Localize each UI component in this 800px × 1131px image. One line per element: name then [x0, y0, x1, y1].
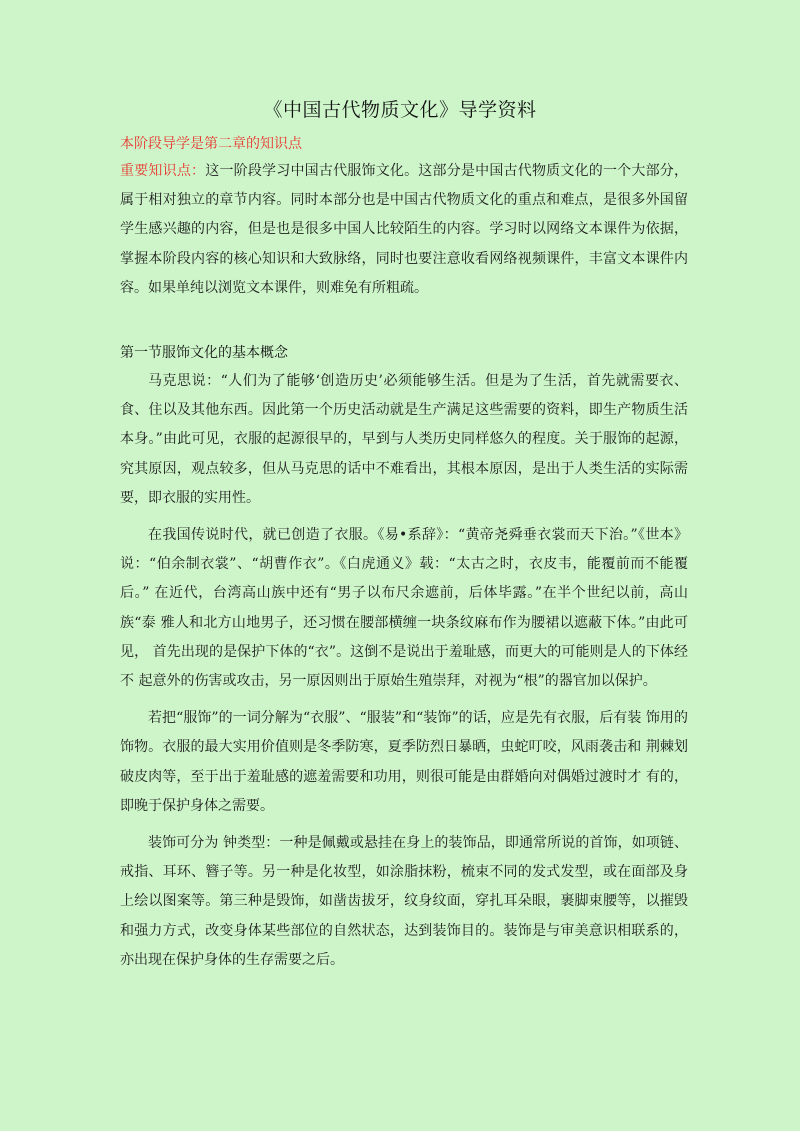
paragraph-4: 装饰可分为 钟类型：一种是佩戴或悬挂在身上的装饰品，即通常所说的首饰，如项链、戒指、耳环、簪子等。另一种是化妆型，如涂脂抹粉，梳束不同的发式发型，或在面部及身上绘以图案等。第三种是毁饰，如凿齿拔牙，纹身纹面，穿扎耳朵眼，裹脚束腰等，以摧毁和强力方式，改变身体某些部位的自然状态，达到装饰目的。装饰是与审美意识相联系的，亦出现在保护身体的生存需要之后。 [120, 835, 688, 968]
paragraph-3: 若把“服饰”的一词分解为“衣服”、“服装”和“装饰”的话，应是先有衣服，后有装 饰用的饰物。衣服的最大实用价值则是冬季防寒，夏季防烈日暴晒，虫蛇叮咬，风雨袭击和 荆棘划破皮肉等，至于出于羞耻感的遮羞需要和功用，则很可能是由群婚向对偶婚过渡时才 有的，即晚于保护身体之需要。 [120, 710, 688, 814]
intro-label: 重要知识点： [120, 163, 206, 179]
document-title: 《中国古代物质文化》导学资料 [263, 99, 537, 121]
intro-paragraph [120, 157, 688, 303]
paragraph-1: 马克思说：“人们为了能够‘创造历史’必须能够生活。但是为了生活，首先就需要衣、 食、住以及其他东西。因此第一个历史活动就是生产满足这些需要的资料，即生产物质生活 本身。”由此可见，衣服的起源很早的，早到与人类历史同样悠久的程度。关于服饰的起源， 究其原因，观点较多，但从马克思的话中不难看出，其根本原因，是出于人类生活的实际需 要，即衣服的实用性。 [120, 373, 688, 506]
intro-text: 这一阶段学习中国古代服饰文化。这部分是中国古代物质文化的一个大部分， 属于相对独立的章节内容。同时本部分也是中国古代物质文化的重点和难点，是很多外国留 学生感兴趣的内容，但是也是很多中国人比较陌生的内容。学习时以网络文本课件为依据， 掌握本阶段内容的核心知识和大致脉络，同时也要注意收看网络视频课件，丰富文本课件内 容。如果单纯以浏览文本课件，则难免有所粗疏。 [120, 163, 689, 296]
document-subtitle: 本阶段导学是第二章的知识点 [120, 136, 302, 152]
section-body [120, 367, 688, 983]
paragraph-2: 在我国传说时代，就已创造了衣服。《易•系辞》：“黄帝尧舜垂衣裳而天下治。”《世本》 说：“伯余制衣裳”、“胡曹作衣”。《白虎通义》载：“太古之时，衣皮韦，能覆前而不能覆后。” 在近代，台湾高山族中还有“男子以布尺余遮前，后体毕露。”在半个世纪以前，高山族“泰 雅人和北方山地男子，还习惯在腰部横缠一块条纹麻布作为腰裙以遮蔽下体。”由此可见， 首先出现的是保护下体的“衣”。这倒不是说出于羞耻感，而更大的可能则是人的下体经不 起意外的伤害或攻击，另一原因则出于原始生殖崇拜，对视为“根”的器官加以保护。 [120, 527, 688, 690]
section-heading: 第一节服饰文化的基本概念 [120, 345, 288, 361]
